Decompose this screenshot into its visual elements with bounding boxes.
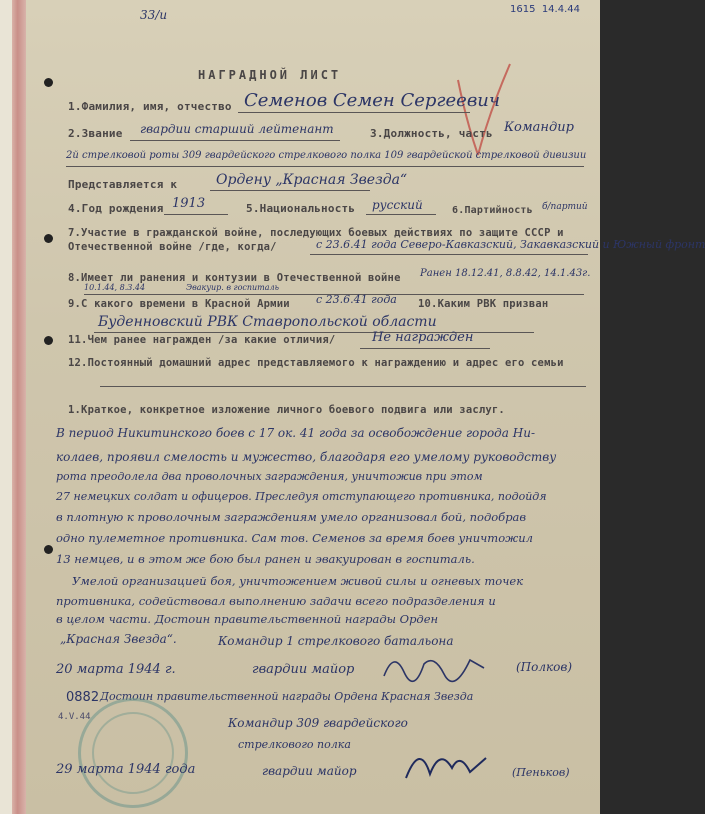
- army-since-value: с 23.6.41 года: [316, 293, 397, 306]
- feat-line: противника, содействовал выполнению задачи всего подразделения и: [56, 594, 496, 608]
- wounds-value: Ранен 18.12.41, 8.8.42, 14.1.43г.: [420, 268, 591, 279]
- regiment-commander-role2: стрелкового полка: [238, 738, 351, 751]
- regiment-decision: Достоин правительственной награды Ордена Красная Звезда: [100, 690, 474, 703]
- war-participation-value: с 23.6.41 года Северо-Кавказский, Закавказский и Южный фронт: [316, 238, 705, 251]
- war-participation-label: 7.Участие в гражданской войне, последующих боевых действиях по защите СССР и Отечественной войне /где, когда/: [68, 227, 564, 253]
- nationality-label: 5.Национальность: [246, 202, 356, 215]
- registry-number: 0882: [66, 690, 100, 705]
- conscription-value: Буденновский РВК Ставропольской области: [98, 314, 437, 330]
- present-value: Ордену „Красная Звезда“: [216, 172, 408, 188]
- feat-line: В период Никитинского боев с 17 ок. 41 года за освобождение города Ни-: [56, 426, 535, 440]
- archive-number: [510, 4, 580, 15]
- party-label: 6.Партийность: [452, 205, 533, 216]
- red-binding-strip: [12, 0, 26, 814]
- field-line: [100, 386, 586, 387]
- feat-line: одно пулеметное противника. Сам тов. Семенов за время боев уничтожил: [56, 531, 533, 545]
- binder-hole: [44, 78, 53, 87]
- nationality-value: русский: [372, 198, 423, 212]
- feat-line: в плотную к проволочным заграждениям умело организовал бой, подобрав: [56, 510, 527, 524]
- sign2-name: (Пеньков): [512, 766, 570, 779]
- sign2-date: 29 марта 1944 года: [56, 762, 196, 777]
- birth-year-value: 1913: [172, 196, 206, 211]
- archive-num: 1615: [510, 4, 536, 15]
- page-mark: 33/и: [140, 8, 168, 22]
- field-line: [360, 348, 490, 349]
- wounds-value-3: Эвакуир. в госпиталь: [186, 283, 279, 292]
- document-title: НАГРАДНОЙ ЛИСТ: [198, 68, 342, 82]
- birth-year-label: 4.Год рождения: [68, 202, 164, 215]
- wounds-value-2: 10.1.44, 8.3.44: [84, 283, 146, 292]
- archive-date: 14.4.44: [541, 4, 580, 15]
- field-position-value: Командир: [504, 120, 574, 135]
- battalion-commander-role: Командир 1 стрелкового батальона: [218, 634, 454, 648]
- prev-awards-label: 11.Чем ранее награжден /за какие отличия/: [68, 334, 336, 346]
- field-line: [210, 190, 370, 191]
- conscription-label: 10.Каким РВК призван: [418, 298, 549, 310]
- binder-hole: [44, 336, 53, 345]
- binder-hole: [44, 234, 53, 243]
- field-line: [66, 166, 584, 167]
- feat-line: рота преодолела два проволочных заграждения, уничтожив при этом: [56, 470, 483, 483]
- sign2-rank: гвардии майор: [262, 764, 357, 778]
- feat-line: „Красная Звезда“.: [60, 632, 177, 646]
- field-name-label: 1.Фамилия, имя, отчество: [68, 100, 232, 113]
- field-rank-label: 2.Звание: [68, 127, 123, 140]
- field-line: [130, 140, 340, 141]
- prev-awards-value: Не награжден: [372, 330, 474, 345]
- feat-label: 1.Краткое, конкретное изложение личного боевого подвига или заслуг.: [68, 404, 505, 416]
- field-position-cont: 2й стрелковой роты 309 гвардейского стрелкового полка 109 гвардейской стрелковой дивизии: [66, 150, 587, 161]
- feat-line: в целом части. Достоин правительственной награды Орден: [56, 612, 439, 626]
- field-position-label: 3.Должность, часть: [370, 127, 493, 140]
- field-line: [366, 214, 436, 215]
- signature-2: [400, 738, 490, 788]
- feat-line: колаев, проявил смелость и мужество, благодаря его умелому руководству: [56, 450, 557, 464]
- margin-mark: 4.V.44: [58, 712, 91, 722]
- field-name-value: Семенов Семен Сергеевич: [244, 90, 501, 111]
- sign1-date: 20 марта 1944 г.: [56, 662, 176, 677]
- page-edge: [0, 0, 12, 814]
- binder-hole: [44, 545, 53, 554]
- signature-1: [380, 646, 490, 686]
- official-stamp-inner: [92, 712, 174, 794]
- feat-line: 13 немцев, и в этом же бою был ранен и эвакуирован в госпиталь.: [56, 552, 475, 566]
- sign1-rank: гвардии майор: [252, 662, 355, 677]
- address-label: 12.Постоянный домашний адрес представляемого к награждению и адрес его семьи: [68, 357, 564, 369]
- feat-line: Умелой организацией боя, уничтожением живой силы и огневых точек: [72, 574, 524, 588]
- feat-line: 27 немецких солдат и офицеров. Преследуя отступающего противника, подойдя: [56, 490, 547, 503]
- field-line: [164, 214, 228, 215]
- regiment-commander-role1: Командир 309 гвардейского: [228, 716, 408, 730]
- army-since-label: 9.С какого времени в Красной Армии: [68, 298, 290, 310]
- field-rank-value: гвардии старший лейтенант: [140, 122, 334, 136]
- party-value: б/партий: [542, 202, 588, 212]
- field-line: [310, 254, 588, 255]
- wounds-label: 8.Имеет ли ранения и контузии в Отечественной войне: [68, 272, 401, 284]
- present-label: Представляется к: [68, 178, 178, 191]
- sign1-name: (Полков): [516, 660, 573, 674]
- field-line: [238, 112, 470, 113]
